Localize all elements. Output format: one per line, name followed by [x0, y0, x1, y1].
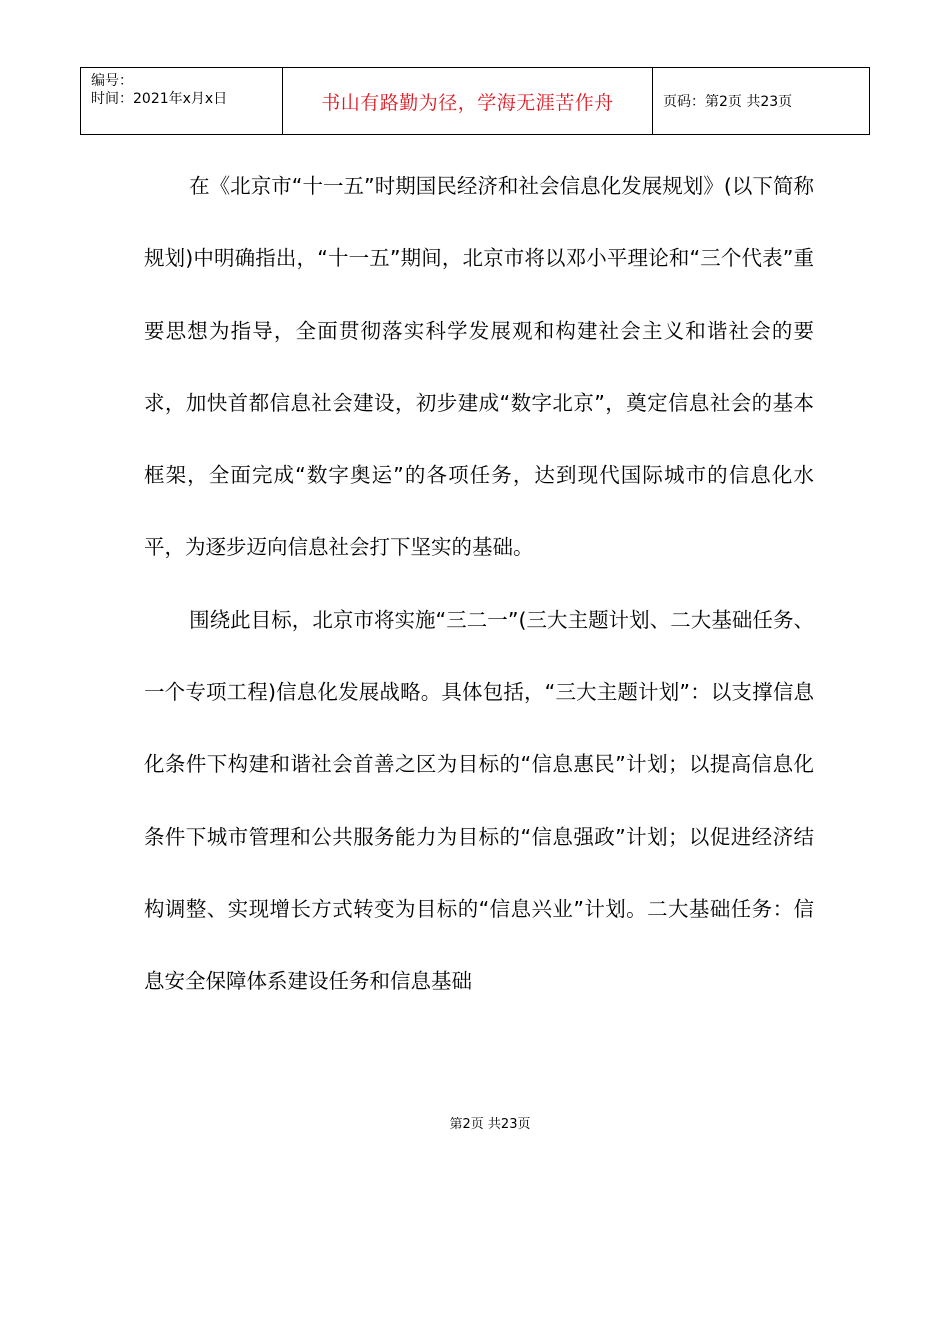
header-page-cell — [653, 68, 869, 134]
footer-page-number: 第2页 共23页 — [449, 1117, 531, 1132]
document-header — [80, 67, 870, 135]
document-date: 时间：2021年x月x日 — [91, 91, 228, 107]
header-motto-cell — [283, 68, 653, 134]
header-motto: 书山有路勤为径，学海无涯苦作舟 — [321, 91, 614, 114]
document-body — [144, 150, 814, 1018]
document-number-label: 编号： — [91, 73, 133, 89]
body-paragraph: 围绕此目标，北京市将实施“三二一”(三大主题计划、二大基础任务、一个专项工程)信息化发展战略。具体包括，“三大主题计划”：以支撑信息化条件下构建和谐社会首善之区为目标的“信息惠民”计划；以提高信息化条件下城市管理和公共服务能力为目标的“信息强政”计划；以促进经济结构调整、实现增长方式转变为目标的“信息兴业”计划。二大基础任务：信息安全保障体系建设任务和信息基础 — [144, 607, 814, 994]
header-meta-cell — [81, 68, 283, 134]
page-footer — [0, 1113, 950, 1132]
body-paragraph: 在《北京市“十一五”时期国民经济和社会信息化发展规划》(以下简称规划)中明确指出，“十一五”期间，北京市将以邓小平理论和“三个代表”重要思想为指导，全面贯彻落实科学发展观和构建社会主义和谐社会的要求，加快首都信息社会建设，初步建成“数字北京”，奠定信息社会的基本框架，全面完成“数字奥运”的各项任务，达到现代国际城市的信息化水平，为逐步迈向信息社会打下坚实的基础。 — [144, 174, 814, 560]
header-page-info: 页码：第2页 共23页 — [663, 94, 793, 110]
